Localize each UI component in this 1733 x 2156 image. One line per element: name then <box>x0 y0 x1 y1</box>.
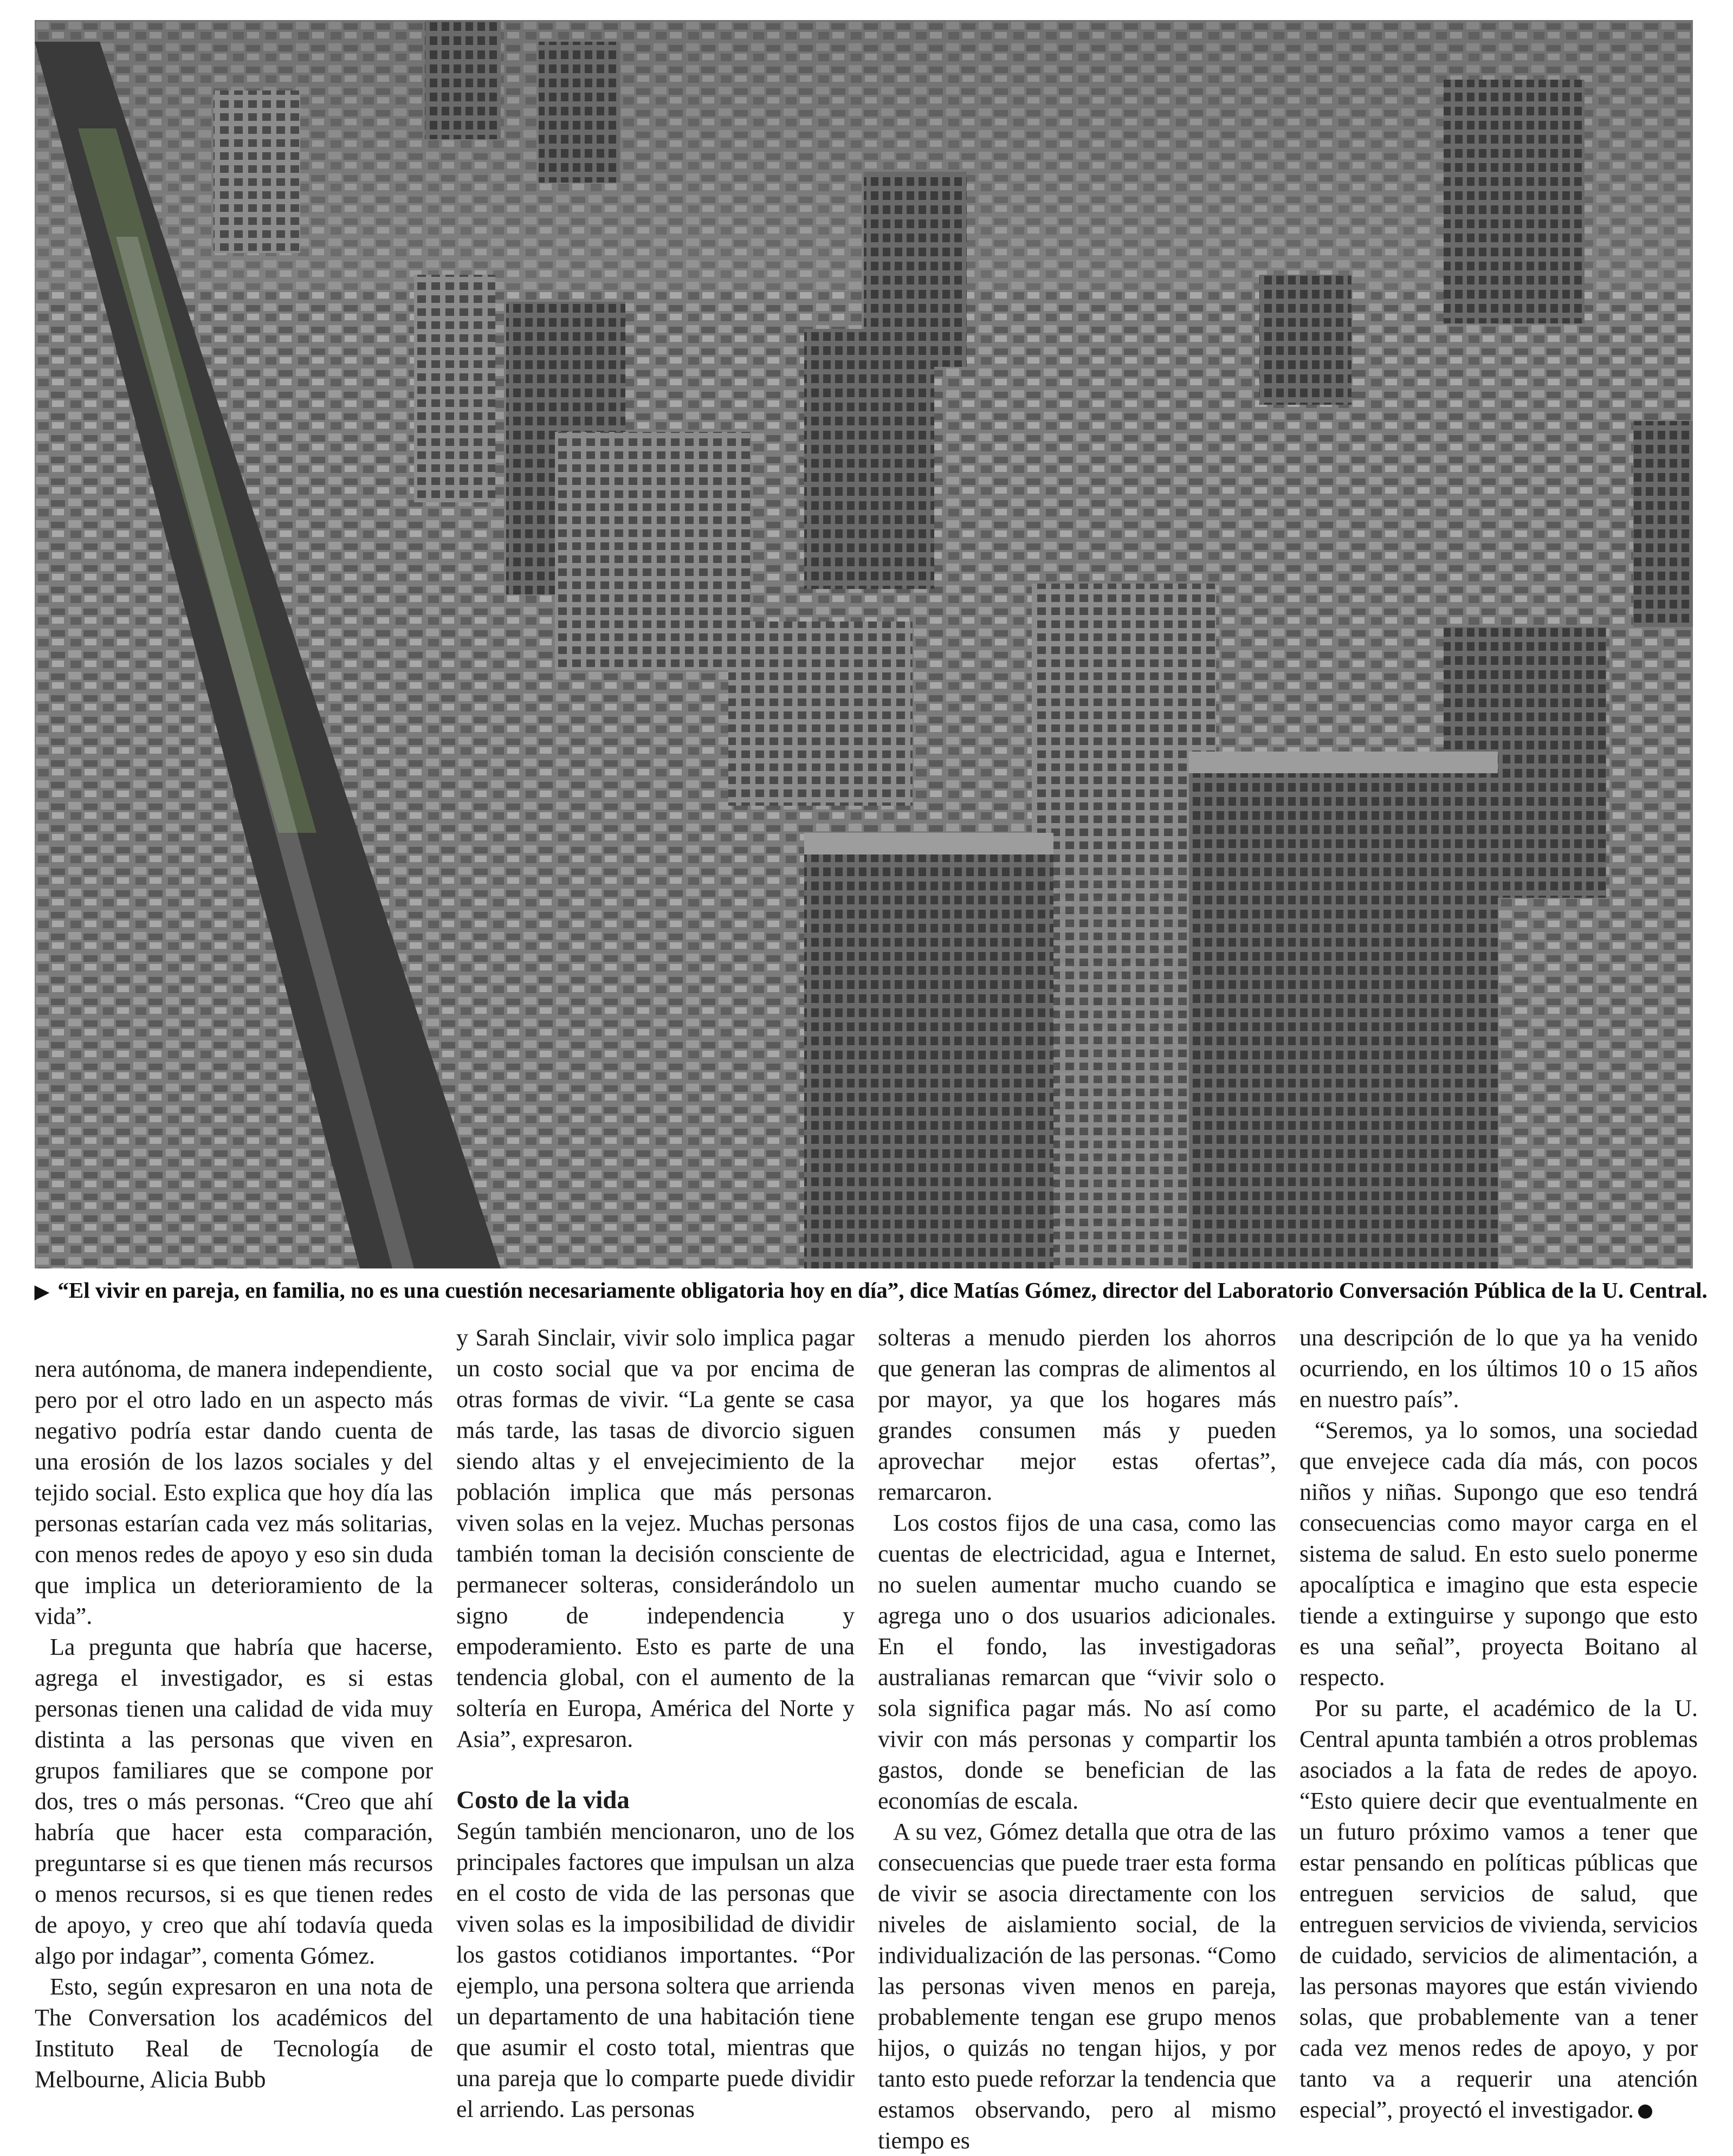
aerial-city-illustration <box>35 20 1693 1268</box>
article-column-4 <box>1299 1322 1698 2125</box>
photo-caption <box>35 1274 1708 1308</box>
paragraph: “Seremos, ya lo somos, una sociedad que envejece cada día más, con pocos niños y niñas. Supongo que eso tendrá consecuencias como mayor carga en el sistema de salud. En esto suelo ponerme apocalíptica e imagino que esta especie tiende a extinguirse y supongo que esto es una señal”, proyecta Boitano al respecto. <box>1299 1417 1698 1691</box>
paragraph: A su vez, Gómez detalla que otra de las consecuencias que puede traer esta forma de vivir se asocia directamente con los niveles de aislamiento social, de la individualización de las personas. “Como las personas viven menos en pareja, probablemente tengan ese grupo menos hijos, o quizás no tengan hijos, y por tanto esto puede reforzar la tendencia que estamos observando, pero al mismo tiempo es <box>878 1818 1276 2154</box>
end-of-article-icon <box>1638 2105 1652 2119</box>
article-column-1 <box>35 1354 433 2095</box>
article-column-3 <box>878 1322 1276 2156</box>
paragraph: Los costos fijos de una casa, como las cuentas de electricidad, agua e Internet, no suelen aumentar mucho cuando se agrega uno o dos usuarios adicionales. En el fondo, las investigadoras australianas remarcan que “vivir solo o sola significa pagar más. No así como vivir con más personas y compartir los gastos, donde se benefician de las economías de escala. <box>878 1510 1276 1814</box>
section-heading: Costo de la vida <box>456 1786 630 1814</box>
paragraph: Esto, según expresaron en una nota de The Conversation los académicos del Instituto Real de Tecnología de Melbourne, Alicia Bubb <box>35 1973 433 2093</box>
paragraph: una descripción de lo que ya ha venido ocurriendo, en los últimos 10 o 15 años en nuestro país”. <box>1299 1324 1698 1413</box>
paragraph: solteras a menudo pierden los ahorros que generan las compras de alimentos al por mayor, ya que los hogares más grandes consumen más y pueden aprovechar mejor estas ofertas”, remarcaron. <box>878 1324 1276 1505</box>
paragraph: y Sarah Sinclair, vivir solo implica pagar un costo social que va por encima de otras formas de vivir. “La gente se casa más tarde, las tasas de divorcio siguen siendo altas y el envejecimiento de la población implica que más personas viven solas en la vejez. Muchas personas también toman la decisión consciente de permanecer solteras, considerándolo un signo de independencia y empoderamiento. Esto es parte de una tendencia global, con el aumento de la soltería en Europa, América del Norte y Asia”, expresaron. <box>456 1324 855 1752</box>
paragraph: Según también mencionaron, uno de los principales factores que impulsan un alza en el costo de vida de las personas que viven solas es la imposibilidad de dividir los gastos cotidianos importantes. “Por ejemplo, una persona soltera que arrienda un departamento de una habitación tiene que asumir el costo total, mientras que una pareja que lo comparte puede dividir el arriendo. Las personas <box>456 1818 855 2122</box>
aerial-city-photo <box>35 20 1693 1268</box>
paragraph: nera autónoma, de manera independiente, pero por el otro lado en un aspecto más negativo podría estar dando cuenta de una erosión de los lazos sociales y del tejido social. Esto explica que hoy día las personas estarían cada vez más solitarias, con menos redes de apoyo y eso sin duda que implica un deterioramiento de la vida”. <box>35 1356 433 1629</box>
paragraph: La pregunta que habría que hacerse, agrega el investigador, es si estas personas tienen una calidad de vida muy distinta a las personas que viven en grupos familiares que se compone por dos, tres o más personas. “Creo que ahí habría que hacer esta comparación, preguntarse si es que tienen más recursos o menos recursos, si es que tienen redes de apoyo, y creo que ahí todavía queda algo por indagar”, comenta Gómez. <box>35 1634 433 1969</box>
paragraph <box>1299 1693 1698 2125</box>
paragraph-text: Por su parte, el académico de la U. Central apunta también a otros problemas asociados a la fata de redes de apoyo. “Esto quiere decir que eventualmente en un futuro próximo vamos a tener que estar pensando en políticas públicas que entreguen servicios de salud, que entreguen servicios de vivienda, servicios de cuidado, servicios de alimentación, a las personas mayores que están viviendo solas, que probablemente van a tener cada vez menos redes de apoyo, y por tanto va a requerir una atención especial”, proyectó el investigador. <box>1299 1695 1698 2123</box>
caption-text: “El vivir en pareja, en familia, no es una cuestión necesariamente obligatoria hoy en día”, dice Matías Gómez, director del Laboratorio Conversación Pública de la U. Central. <box>57 1278 1708 1303</box>
article-column-2 <box>456 1322 855 2125</box>
caption-marker-icon: ▶ <box>35 1282 49 1302</box>
